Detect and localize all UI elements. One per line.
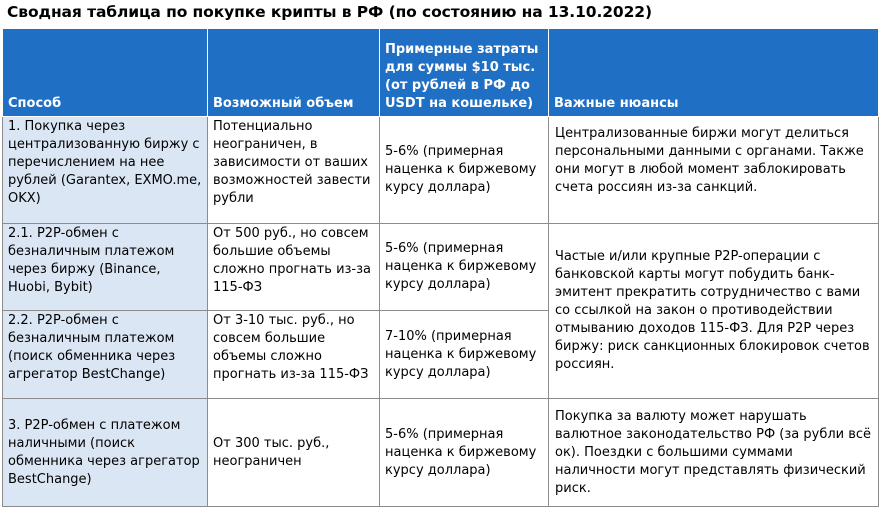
header-method: Способ: [3, 29, 208, 117]
cell-method: 1. Покупка через централизованную биржу с перечислением на нее рублей (Garantex, EXMO.me, OKX): [3, 117, 208, 224]
cell-cost: 5-6% (примерная наценка к биржевому курсу доллара): [380, 224, 549, 311]
table-row: [3, 224, 879, 311]
cell-method: 2.2. P2P-обмен с безналичным платежом (поиск обменника через агрегатор BestChange): [3, 311, 208, 399]
cell-volume: От 300 тыс. руб., неограничен: [208, 399, 380, 507]
table-header-row: [3, 29, 879, 117]
crypto-purchase-table: [2, 28, 879, 507]
cell-notes: Централизованные биржи могут делиться персональными данными с органами. Также они могут в любой момент заблокировать счета россиян из-за санкций.: [549, 117, 879, 224]
header-volume: Возможный объем: [208, 29, 380, 117]
header-cost: Примерные затраты для суммы $10 тыс. (от рублей в РФ до USDT на кошельке): [380, 29, 549, 117]
page-title: Сводная таблица по покупке крипты в РФ (по состоянию на 13.10.2022): [7, 3, 652, 21]
cell-notes: Частые и/или крупные P2P-операции с банковской карты могут побудить банк-эмитент прекратить сотрудничество с вами со ссылкой на закон о противодействии отмыванию доходов 115-ФЗ. Для P2P через биржу: риск санкционных блокировок счетов россиян.: [549, 224, 879, 399]
table-row: [3, 399, 879, 507]
table-row: [3, 117, 879, 224]
cell-volume: Потенциально неограничен, в зависимости от ваших возможностей завести рубли: [208, 117, 380, 224]
cell-method: 2.1. P2P-обмен с безналичным платежом через биржу (Binance, Huobi, Bybit): [3, 224, 208, 311]
cell-cost: 5-6% (примерная наценка к биржевому курсу доллара): [380, 117, 549, 224]
cell-cost: 7-10% (примерная наценка к биржевому курсу доллара): [380, 311, 549, 399]
cell-notes: Покупка за валюту может нарушать валютное законодательство РФ (за рубли всё ок). Поездки с большими суммами наличности могут представлять физический риск.: [549, 399, 879, 507]
cell-cost: 5-6% (примерная наценка к биржевому курсу доллара): [380, 399, 549, 507]
cell-method: 3. P2P-обмен с платежом наличными (поиск обменника через агрегатор BestChange): [3, 399, 208, 507]
header-notes: Важные нюансы: [549, 29, 879, 117]
cell-volume: От 500 руб., но совсем большие объемы сложно прогнать из-за 115-ФЗ: [208, 224, 380, 311]
cell-volume: От 3-10 тыс. руб., но совсем большие объемы сложно прогнать из-за 115-ФЗ: [208, 311, 380, 399]
